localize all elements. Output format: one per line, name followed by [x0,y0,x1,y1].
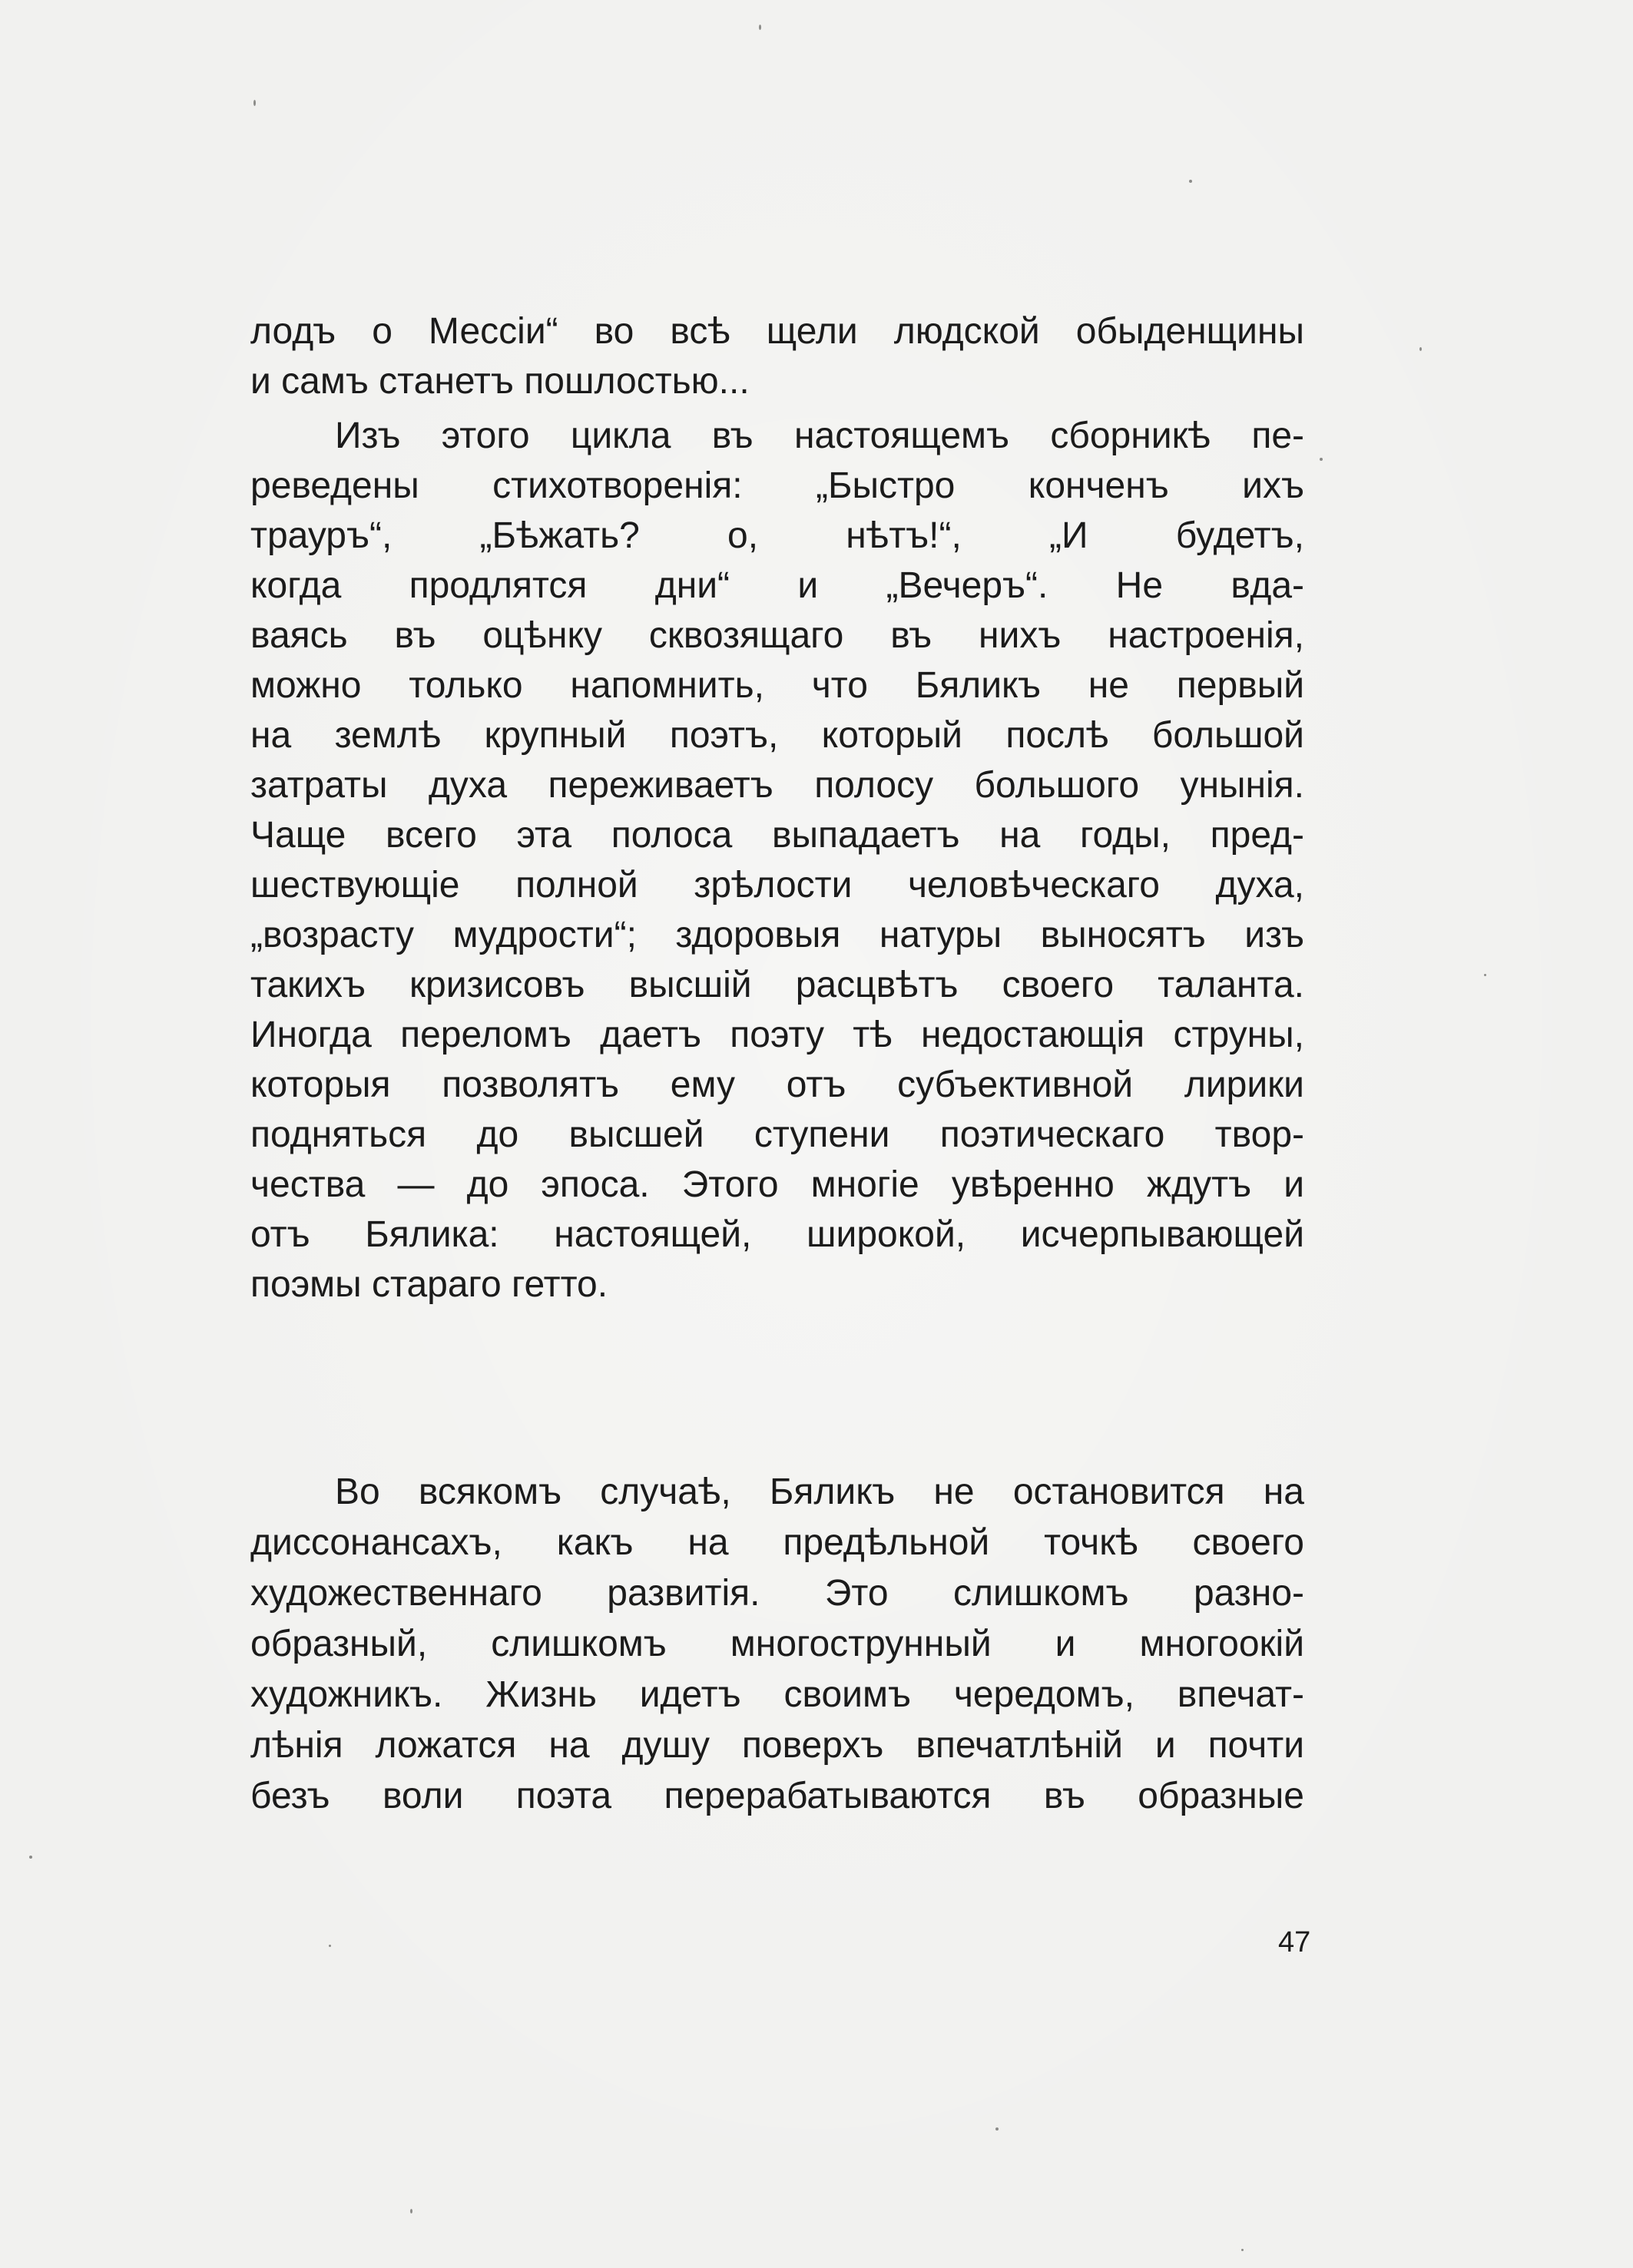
paper-speck [253,100,256,106]
text-line: которыя позволятъ ему отъ субъективной лирики [250,1064,1304,1105]
text-line: ваясь въ оцѣнку сквозящаго въ нихъ настроенія, [250,615,1304,656]
paper-speck [1189,180,1192,183]
text-line: „возрасту мудрости“; здоровыя натуры выносятъ изъ [250,915,1304,955]
text-line: безъ воли поэта перерабатываются въ образные [250,1776,1304,1816]
paper-speck [995,2127,999,2131]
text-line: художникъ. Жизнь идетъ своимъ чередомъ, впечат- [250,1674,1304,1715]
text-line: реведены стихотворенія: „Быстро конченъ ихъ [250,465,1304,506]
text-line: когда продлятся дни“ и „Вечеръ“. Не вда- [250,565,1304,606]
text-line: диссонансахъ, какъ на предѣльной точкѣ своего [250,1522,1304,1563]
text-line: на землѣ крупный поэтъ, который послѣ большой [250,715,1304,756]
paper-speck [329,1945,331,1947]
text-line: отъ Бялика: настоящей, широкой, исчерпывающей [250,1214,1304,1255]
paper-speck [1320,458,1323,461]
text-line: Чаще всего эта полоса выпадаетъ на годы, пред- [250,815,1304,856]
paper-speck [29,1856,32,1859]
text-line: чества — до эпоса. Этого многіе увѣренно ждутъ и [250,1164,1304,1205]
page-number: 47 [1278,1926,1311,1958]
paper-speck [1419,347,1422,351]
text-line: трауръ“, „Бѣжать? о, нѣтъ!“, „И будетъ, [250,515,1304,556]
text-line: такихъ кризисовъ высшій расцвѣтъ своего таланта. [250,965,1304,1005]
text-line: подняться до высшей ступени поэтическаго твор- [250,1114,1304,1155]
text-line: поэмы стараго гетто. [250,1264,608,1305]
text-line: лѣнія ложатся на душу поверхъ впечатлѣній и почти [250,1725,1304,1766]
text-line: Изъ этого цикла въ настоящемъ сборникѣ пе- [335,416,1304,456]
text-line: и самъ станетъ пошлостью... [250,361,750,402]
text-line: шествующіе полной зрѣлости человѣческаго духа, [250,865,1304,906]
text-line: можно только напомнить, что Бяликъ не первый [250,665,1304,706]
text-line: художественнаго развитія. Это слишкомъ разно- [250,1573,1304,1614]
paper-speck [1241,2249,1244,2251]
paper-speck [759,25,761,30]
paper-speck [410,2209,412,2213]
paper-speck [1484,974,1486,976]
text-line: затраты духа переживаетъ полосу большого унынія. [250,765,1304,806]
text-line: образный, слишкомъ многострунный и многоокій [250,1624,1304,1664]
text-line: лодъ о Мессіи“ во всѣ щели людской обыденщины [250,311,1304,352]
text-line: Иногда переломъ даетъ поэту тѣ недостающія струны, [250,1015,1304,1055]
text-line: Во всякомъ случаѣ, Бяликъ не остановится на [335,1472,1304,1512]
